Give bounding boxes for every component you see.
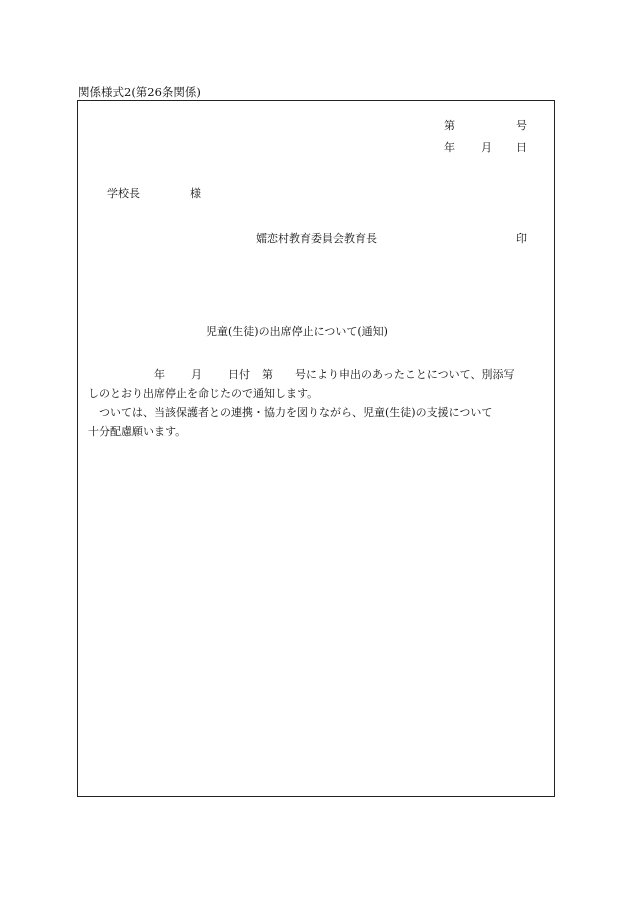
- document-frame: [77, 100, 555, 797]
- sender-name: 嬬恋村教育委員会教育長: [256, 232, 377, 245]
- date-day: 日: [516, 141, 527, 154]
- body-paragraph-2-line-2: 十分配慮願います。: [88, 425, 187, 438]
- seal-mark: 印: [516, 232, 527, 245]
- date-year: 年: [444, 141, 455, 154]
- addressee-title: 学校長: [107, 187, 140, 200]
- body-paragraph-1-line-1: [88, 365, 548, 384]
- body-dai: 第: [262, 368, 273, 381]
- form-label: 関係様式2(第26条関係): [78, 85, 201, 99]
- addressee-sama: 様: [190, 187, 201, 200]
- body-date: 日付: [228, 368, 250, 381]
- body-month: 月: [191, 368, 202, 381]
- document-number-dai: 第: [444, 119, 455, 132]
- date-month: 月: [481, 141, 492, 154]
- body-p2-text: ついては、当該保護者との連携・協力を図りながら、児童(生徒)の支援について: [99, 406, 493, 419]
- body-year: 年: [154, 368, 165, 381]
- document-number-go: 号: [516, 119, 527, 132]
- document-body: [88, 365, 548, 441]
- document-subject: 児童(生徒)の出席停止について(通知): [206, 325, 388, 338]
- body-p1-rest: 号により申出のあったことについて、別添写: [295, 368, 515, 381]
- body-paragraph-2-line-1: [88, 403, 548, 422]
- body-paragraph-1-line-2: しのとおり出席停止を命じたので通知します。: [88, 387, 319, 400]
